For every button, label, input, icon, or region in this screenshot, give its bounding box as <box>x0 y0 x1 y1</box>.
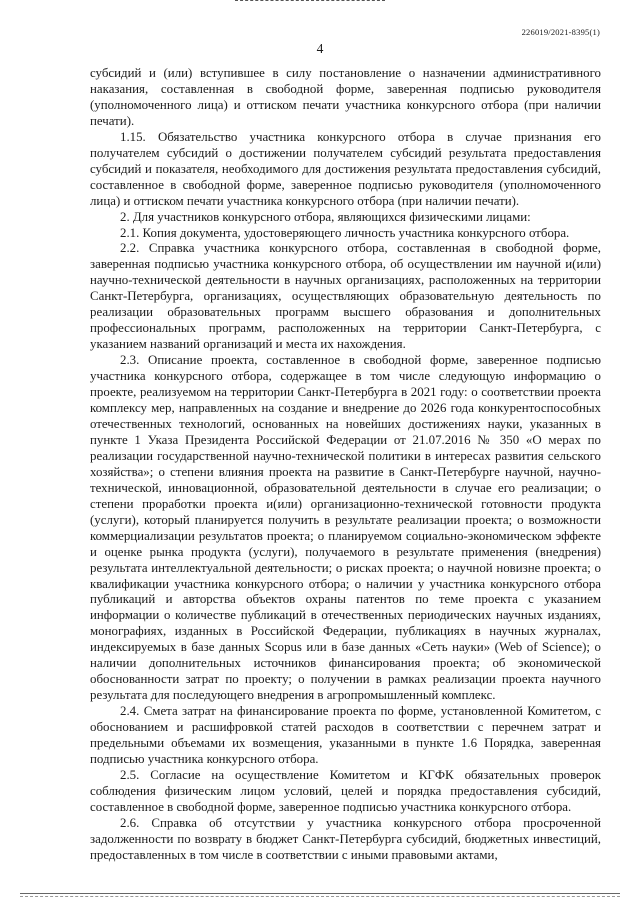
bottom-edge-line <box>20 893 620 894</box>
document-body <box>90 66 601 864</box>
paragraph-1-15: 1.15. Обязательство участника конкурсного отбора в случае признания его получателем субсидий о достижении получателем субсидий результата предоставления субсидий и показателя, необходимого для достижения результата предоставления субсидий, составленное в свободной форме, заверенное подписью руководителя (уполномоченного лица) и оттиском печати участника конкурсного отбора (при наличии печати). <box>90 129 601 208</box>
paragraph-2-4: 2.4. Смета затрат на финансирование проекта по форме, установленной Комитетом, с обоснованием и расшифровкой статей расходов в соответствии с перечнем затрат и предельными объемами их возмещения, указанными в пункте 1.6 Порядка, заверенная подписью участника конкурсного отбора. <box>90 704 601 766</box>
document-registration-number: 226019/2021-8395(1) <box>521 27 600 37</box>
paragraph-continuation: субсидий и (или) вступившее в силу постановление о назначении административного наказания, составленная в свободной форме, заверенная подписью руководителя (уполномоченного лица) и оттиском печати участника конкурсного отбора (при наличии печати). <box>90 66 601 128</box>
bottom-edge-line-secondary <box>20 896 620 897</box>
paragraph-2-5: 2.5. Согласие на осуществление Комитетом и КГФК обязательных проверок соблюдения физическим лицом условий, целей и порядка предоставления субсидий, составленное в свободной форме, заверенное подписью участника конкурсного отбора. <box>90 767 601 814</box>
paragraph-2: 2. Для участников конкурсного отбора, являющихся физическими лицами: <box>120 209 531 224</box>
paragraph-2-1: 2.1. Копия документа, удостоверяющего личность участника конкурсного отбора. <box>120 225 570 240</box>
page-number: 4 <box>316 41 324 56</box>
paragraph-2-3: 2.3. Описание проекта, составленное в свободной форме, заверенное подписью участника конкурсного отбора, содержащее в том числе следующую информацию о проекте, реализуемом на территории Санкт-Петербурга в 2021 году: о соответствии проекта комплексу мер, направленных на создание и внедрение до 2026 года конкурентоспособных отечественных технологий, основанных на новейших достижениях науки, указанных в пункте 1 Указа Президента Российской Федерации от 21.07.2016 № 350 «О мерах по реализации государственной научно-технической политики в интересах развития сельского хозяйства»; о степени влияния проекта на развитие в Санкт-Петербурге научной, научно-технической, инновационной, образовательной деятельности в случае его реализации; о степени проработки проекта и(или) организационно-технической готовности продукта (услуги), который планируется получить в результате реализации проекта; о возможности коммерциализации результатов проекта; о планируемом социально-экономическом эффекте и оценке рынка продукта (услуги), получаемого в результате применения (внедрения) результата интеллектуальной деятельности; о рисках проекта; о научной новизне проекта; о квалификации участника конкурсного отбора; о наличии у участника конкурсного отбора публикаций и авторства объектов охраны патентов по теме проекта с указанием информации о количестве публикаций в отечественных периодических научных изданиях, монографиях, изданных в Российской Федерации, публикациях в научных журналах, индексируемых в базе данных Scopus или в базе данных «Сеть науки» (Web of Science); о наличии дополнительных источников финансирования проекта; об экономической обоснованности затрат по проекту; о получении в рамках реализации проекта научного результата для последующего внедрения в агропромышленный комплекс. <box>90 353 601 703</box>
paragraph-2-6: 2.6. Справка об отсутствии у участника конкурсного отбора просроченной задолженности по возврату в бюджет Санкт-Петербурга субсидий, бюджетных инвестиций, предоставленных в том числе в соответствии с иными правовыми актами, <box>90 815 601 862</box>
top-edge-line <box>235 0 385 3</box>
paragraph-2-2: 2.2. Справка участника конкурсного отбора, составленная в свободной форме, заверенная подписью участника конкурсного отбора, об осуществлении им научной и(или) научно-технической деятельности в научных организациях, расположенных на территории Санкт-Петербурга, организациях, осуществляющих образовательную деятельность по реализации образовательных программ высшего образования и дополнительных профессиональных программ, расположенных на территории Санкт-Петербурга, с указанием названий организаций и места их нахождения. <box>90 241 601 352</box>
